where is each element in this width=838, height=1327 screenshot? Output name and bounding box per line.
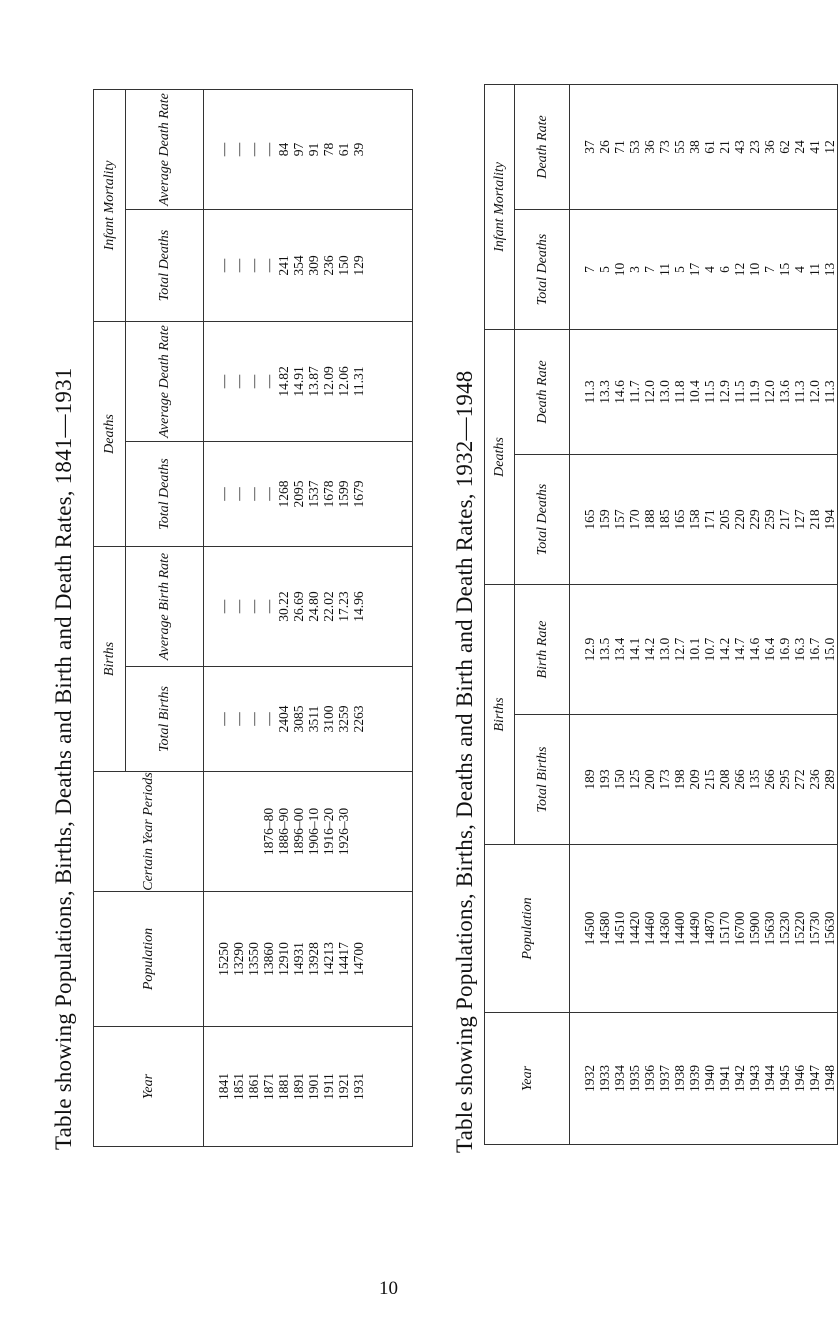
t2-infant-total-deaths-cell: 7 xyxy=(762,266,777,273)
t1-year-cell: 1871 xyxy=(261,1073,276,1100)
t2-total-births-cell: 189 xyxy=(582,769,597,790)
t1-avg-birth-rate-cell: 14.96 xyxy=(351,591,366,622)
t1-infant-total-deaths-header: Total Deaths xyxy=(126,209,204,321)
t2-infant-total-deaths-cell: 7 xyxy=(642,266,657,273)
t2-total-deaths-cell: 127 xyxy=(792,509,807,530)
table1-title: Table showing Populations, Births, Deaths and Birth and Death Rates, 1841—1931 xyxy=(51,367,76,1150)
t1-population-cell: 12910 xyxy=(276,942,291,976)
t1-avg-death-rate-cell: — xyxy=(231,374,246,389)
t2-total-deaths-cell: 218 xyxy=(807,509,822,530)
t2-year-cell: 1938 xyxy=(672,1065,687,1092)
t2-population-header: Population xyxy=(485,845,570,1013)
t2-birth-rate-cell: 10.1 xyxy=(687,637,702,662)
t1-total-births-cell: — xyxy=(231,712,246,726)
t2-infant-total-deaths-cell: 5 xyxy=(597,266,612,273)
t2-total-deaths-cell: 158 xyxy=(687,509,702,530)
t1-infant-total-deaths-cell: — xyxy=(246,258,261,273)
t2-birth-rate-cell: 14.2 xyxy=(717,637,732,662)
t1-avg-birth-rate-cell: 30.22 xyxy=(276,591,291,622)
t1-total-births-cell: — xyxy=(216,712,231,726)
t1-infant-avg-death-rate-cell: — xyxy=(246,142,261,157)
t1-avg-birth-rate-cell: — xyxy=(261,599,276,614)
t1-total-births-cell: 2404 xyxy=(276,705,291,733)
t1-infant-total-deaths-cell: — xyxy=(261,258,276,273)
t2-death-rate-cell: 11.7 xyxy=(627,380,642,404)
t1-total-deaths-cell: — xyxy=(261,487,276,501)
t2-year-cell: 1945 xyxy=(777,1065,792,1092)
t2-year-header: Year xyxy=(485,1013,570,1145)
t1-population-cell: 14931 xyxy=(291,942,306,976)
t2-infant-death-rate-cell: 37 xyxy=(582,140,597,154)
t1-avg-death-rate-cell: — xyxy=(216,374,231,389)
t2-infant-total-deaths-cell: 7 xyxy=(582,266,597,273)
t2-birth-rate-cell: 16.7 xyxy=(807,637,822,662)
t1-periods-header: Certain Year Periods xyxy=(94,772,204,892)
t1-period-cell: 1906–10 xyxy=(306,807,321,856)
t2-birth-rate-cell: 14.2 xyxy=(642,637,657,662)
t2-population-cell: 15900 xyxy=(747,911,762,946)
table1 xyxy=(93,90,413,1147)
t2-birth-rate-cell: 13.0 xyxy=(657,637,672,662)
t2-total-deaths-cell: 194 xyxy=(822,509,837,530)
t1-infant-total-deaths-cell: 236 xyxy=(321,255,336,276)
t1-infant-avg-death-rate-cell: 97 xyxy=(291,142,306,157)
t2-birth-rate-cell: 12.7 xyxy=(672,637,687,662)
t1-period-cell: 1886–90 xyxy=(276,807,291,856)
t1-avg-death-rate-cell: 14.91 xyxy=(291,366,306,397)
t2-birth-rate-cell: 14.7 xyxy=(732,637,747,662)
t1-avg-death-rate-cell: 13.87 xyxy=(306,366,321,397)
t2-infant-death-rate-cell: 26 xyxy=(597,140,612,154)
t1-year-cell: 1921 xyxy=(336,1073,351,1100)
t2-infant-total-deaths-cell: 12 xyxy=(732,262,747,277)
t2-infant-death-rate-cell: 71 xyxy=(612,140,627,154)
t2-total-births-cell: 200 xyxy=(642,769,657,790)
t2-population-cell: 14510 xyxy=(612,911,627,946)
t1-total-births-header: Total Births xyxy=(126,667,204,772)
t2-total-births-cell: 208 xyxy=(717,769,732,790)
t2-population-cell: 14500 xyxy=(582,911,597,946)
t2-infant-death-rate-cell: 36 xyxy=(642,140,657,154)
t2-infant-total-deaths-cell: 10 xyxy=(747,262,762,277)
t2-total-deaths-cell: 188 xyxy=(642,509,657,530)
t1-avg-birth-rate-cell: 17.23 xyxy=(336,591,351,622)
t2-death-rate-cell: 12.0 xyxy=(807,380,822,404)
t1-avg-birth-rate-cell: — xyxy=(246,599,261,614)
t2-birth-rate-cell: 16.9 xyxy=(777,637,792,662)
t2-population-cell: 14420 xyxy=(627,911,642,946)
t2-total-births-cell: 198 xyxy=(672,769,687,790)
t2-total-births-cell: 135 xyxy=(747,769,762,790)
t2-total-deaths-cell: 171 xyxy=(702,509,717,530)
t2-year-cell: 1932 xyxy=(582,1065,597,1092)
t1-total-births-cell: 2263 xyxy=(351,705,366,733)
t1-births-group: Births xyxy=(94,546,126,771)
t1-infant-avg-death-rate-cell: 78 xyxy=(321,142,336,157)
t1-year-cell: 1881 xyxy=(276,1073,291,1100)
t2-total-deaths-cell: 259 xyxy=(762,509,777,530)
t2-total-births-cell: 209 xyxy=(687,769,702,790)
t2-birth-rate-cell: 13.5 xyxy=(597,637,612,662)
t2-births-group: Births xyxy=(485,584,515,844)
t2-infant-total-deaths-cell: 4 xyxy=(702,266,717,273)
table2 xyxy=(484,85,837,1145)
t1-infant-avg-death-rate-cell: — xyxy=(216,142,231,157)
t2-infant-death-rate-cell: 36 xyxy=(762,140,777,154)
t2-death-rate-cell: 12.9 xyxy=(717,380,732,404)
t1-population-cell: 13928 xyxy=(306,942,321,976)
t1-total-births-cell: 3085 xyxy=(291,705,306,733)
t2-deaths-group: Deaths xyxy=(485,329,515,584)
t1-infant-avg-death-rate-cell: — xyxy=(231,142,246,157)
t1-population-cell: 13290 xyxy=(231,942,246,976)
t1-infant-avg-death-rate-cell: 61 xyxy=(336,142,351,157)
t2-year-cell: 1948 xyxy=(822,1065,837,1092)
t1-total-deaths-cell: 1537 xyxy=(306,480,321,508)
t1-total-births-cell: — xyxy=(261,712,276,726)
t2-infant-death-rate-cell: 21 xyxy=(717,140,732,154)
t2-total-deaths-cell: 157 xyxy=(612,509,627,530)
t1-infant-avg-death-rate-header: Average Death Rate xyxy=(126,89,204,209)
t2-year-cell: 1946 xyxy=(792,1065,807,1092)
t2-total-births-cell: 215 xyxy=(702,769,717,790)
t2-total-deaths-cell: 229 xyxy=(747,509,762,530)
t2-year-cell: 1943 xyxy=(747,1065,762,1092)
t2-birth-rate-cell: 15.0 xyxy=(822,637,837,662)
t1-infant-avg-death-rate-cell: — xyxy=(261,142,276,157)
t1-population-cell: 15250 xyxy=(216,942,231,976)
t1-avg-death-rate-cell: — xyxy=(261,374,276,389)
t2-birth-rate-cell: 14.6 xyxy=(747,637,762,662)
page-number: 10 xyxy=(379,1278,398,1299)
t2-population-cell: 15630 xyxy=(762,911,777,946)
t2-year-cell: 1936 xyxy=(642,1065,657,1092)
t1-population-cell: 14213 xyxy=(321,942,336,976)
t2-infant-death-rate-cell: 41 xyxy=(807,140,822,154)
t1-total-births-cell: 3511 xyxy=(306,705,321,733)
t2-population-cell: 16700 xyxy=(732,911,747,946)
t1-infant-group: Infant Mortality xyxy=(94,89,126,321)
t1-avg-death-rate-cell: 12.06 xyxy=(336,366,351,397)
t2-total-births-cell: 272 xyxy=(792,769,807,790)
t2-infant-death-rate-cell: 24 xyxy=(792,140,807,154)
t1-avg-birth-rate-cell: 24.80 xyxy=(306,591,321,622)
t2-infant-death-rate-cell: 73 xyxy=(657,140,672,154)
t1-total-deaths-header: Total Deaths xyxy=(126,441,204,546)
t2-birth-rate-cell: 16.4 xyxy=(762,637,777,662)
t2-death-rate-cell: 11.3 xyxy=(792,380,807,404)
t2-total-births-cell: 266 xyxy=(732,769,747,790)
t2-total-births-cell: 295 xyxy=(777,769,792,790)
t1-infant-total-deaths-cell: — xyxy=(231,258,246,273)
t1-infant-total-deaths-cell: 241 xyxy=(276,255,291,276)
t2-population-cell: 15170 xyxy=(717,911,732,946)
t2-population-cell: 15230 xyxy=(777,911,792,946)
table2-title: Table showing Populations, Births, Deaths and Birth and Death Rates, 1932—1948 xyxy=(452,370,477,1153)
t2-population-cell: 14460 xyxy=(642,911,657,946)
t2-death-rate-header: Death Rate xyxy=(515,329,570,454)
t1-total-deaths-cell: 1268 xyxy=(276,480,291,508)
t1-deaths-group: Deaths xyxy=(94,321,126,546)
t1-year-cell: 1851 xyxy=(231,1073,246,1100)
t1-avg-birth-rate-cell: 22.02 xyxy=(321,591,336,622)
t1-infant-avg-death-rate-cell: 84 xyxy=(276,142,291,157)
t1-infant-total-deaths-cell: 309 xyxy=(306,255,321,276)
t2-infant-total-deaths-cell: 11 xyxy=(657,262,672,276)
t2-birth-rate-cell: 16.3 xyxy=(792,637,807,662)
t1-year-cell: 1841 xyxy=(216,1073,231,1100)
t1-population-cell: 14700 xyxy=(351,942,366,976)
t2-year-cell: 1933 xyxy=(597,1065,612,1092)
t1-total-births-cell: 3100 xyxy=(321,705,336,733)
t2-total-births-cell: 193 xyxy=(597,769,612,790)
t1-total-deaths-cell: 1678 xyxy=(321,480,336,508)
t2-death-rate-cell: 11.9 xyxy=(747,380,762,404)
t2-total-births-cell: 173 xyxy=(657,769,672,790)
t1-total-deaths-cell: — xyxy=(216,487,231,501)
t2-total-deaths-cell: 170 xyxy=(627,509,642,530)
t2-birth-rate-cell: 14.1 xyxy=(627,637,642,662)
t2-year-cell: 1939 xyxy=(687,1065,702,1092)
t1-population-header: Population xyxy=(94,892,204,1027)
t2-death-rate-cell: 11.5 xyxy=(732,380,747,404)
t1-avg-birth-rate-cell: — xyxy=(231,599,246,614)
t2-death-rate-cell: 11.8 xyxy=(672,380,687,404)
t2-year-cell: 1935 xyxy=(627,1065,642,1092)
t2-total-deaths-cell: 165 xyxy=(582,509,597,530)
t2-infant-group: Infant Mortality xyxy=(485,84,515,329)
t2-birth-rate-cell: 10.7 xyxy=(702,637,717,662)
t2-total-births-cell: 289 xyxy=(822,769,837,790)
t1-year-cell: 1891 xyxy=(291,1073,306,1100)
t1-population-cell: 13860 xyxy=(261,942,276,976)
t1-total-deaths-cell: 1679 xyxy=(351,480,366,508)
t1-avg-death-rate-header: Average Death Rate xyxy=(126,321,204,441)
t2-population-cell: 15630 xyxy=(822,911,837,946)
t2-total-deaths-cell: 185 xyxy=(657,509,672,530)
t1-infant-total-deaths-cell: 150 xyxy=(336,255,351,276)
t2-population-cell: 15730 xyxy=(807,911,822,946)
t1-total-births-cell: 3259 xyxy=(336,705,351,733)
t1-infant-total-deaths-cell: 354 xyxy=(291,255,306,276)
t2-birth-rate-header: Birth Rate xyxy=(515,584,570,714)
t1-avg-birth-rate-header: Average Birth Rate xyxy=(126,546,204,666)
t1-avg-death-rate-cell: 14.82 xyxy=(276,366,291,397)
t1-year-cell: 1911 xyxy=(321,1073,336,1100)
t1-infant-avg-death-rate-cell: 39 xyxy=(351,142,366,157)
t2-death-rate-cell: 13.6 xyxy=(777,380,792,404)
t2-year-cell: 1947 xyxy=(807,1065,822,1092)
t2-death-rate-cell: 13.0 xyxy=(657,380,672,404)
t2-death-rate-cell: 12.0 xyxy=(762,380,777,404)
t1-year-cell: 1901 xyxy=(306,1073,321,1100)
t2-infant-total-deaths-cell: 3 xyxy=(627,266,642,273)
t2-infant-death-rate-cell: 61 xyxy=(702,140,717,154)
t2-total-births-header: Total Births xyxy=(515,715,570,845)
t2-total-births-cell: 266 xyxy=(762,769,777,790)
t2-population-cell: 14580 xyxy=(597,911,612,946)
t2-total-deaths-cell: 217 xyxy=(777,509,792,530)
t2-infant-total-deaths-cell: 6 xyxy=(717,266,732,273)
t1-year-cell: 1931 xyxy=(351,1073,366,1100)
t2-death-rate-cell: 13.3 xyxy=(597,380,612,404)
t2-year-cell: 1944 xyxy=(762,1065,777,1092)
t2-infant-death-rate-cell: 43 xyxy=(732,140,747,154)
t2-population-cell: 14360 xyxy=(657,911,672,946)
t2-total-deaths-cell: 159 xyxy=(597,509,612,530)
t2-infant-death-rate-cell: 62 xyxy=(777,140,792,154)
t2-year-cell: 1934 xyxy=(612,1065,627,1092)
t2-infant-death-rate-header: Death Rate xyxy=(515,84,570,209)
t2-population-cell: 14400 xyxy=(672,911,687,946)
t2-total-deaths-cell: 165 xyxy=(672,509,687,530)
t1-population-cell: 14417 xyxy=(336,942,351,976)
t1-year-header: Year xyxy=(94,1027,204,1147)
t2-infant-total-deaths-cell: 4 xyxy=(792,266,807,273)
t1-period-cell: 1926–30 xyxy=(336,807,351,856)
t2-year-cell: 1941 xyxy=(717,1065,732,1092)
t2-birth-rate-cell: 12.9 xyxy=(582,637,597,662)
t2-infant-death-rate-cell: 12 xyxy=(822,140,837,154)
t1-total-deaths-cell: 1599 xyxy=(336,480,351,508)
t2-death-rate-cell: 14.6 xyxy=(612,380,627,404)
t2-year-cell: 1937 xyxy=(657,1065,672,1092)
t1-total-deaths-cell: 2095 xyxy=(291,480,306,508)
t1-infant-avg-death-rate-cell: 91 xyxy=(306,142,321,157)
t2-death-rate-cell: 12.0 xyxy=(642,380,657,404)
t2-total-deaths-header: Total Deaths xyxy=(515,454,570,584)
t1-total-deaths-cell: — xyxy=(231,487,246,501)
t2-total-births-cell: 125 xyxy=(627,769,642,790)
t1-total-births-cell: — xyxy=(246,712,261,726)
t2-death-rate-cell: 11.5 xyxy=(702,380,717,404)
t2-total-births-cell: 150 xyxy=(612,769,627,790)
t2-population-cell: 15220 xyxy=(792,911,807,946)
t2-infant-total-deaths-cell: 11 xyxy=(807,262,822,276)
t2-infant-total-deaths-cell: 15 xyxy=(777,262,792,277)
t2-infant-total-deaths-cell: 5 xyxy=(672,266,687,273)
t1-avg-birth-rate-cell: — xyxy=(216,599,231,614)
t2-infant-death-rate-cell: 23 xyxy=(747,140,762,154)
t1-period-cell: 1916–20 xyxy=(321,807,336,856)
t2-death-rate-cell: 10.4 xyxy=(687,380,702,404)
t2-year-cell: 1940 xyxy=(702,1065,717,1092)
t1-infant-total-deaths-cell: 129 xyxy=(351,255,366,276)
t2-infant-total-deaths-header: Total Deaths xyxy=(515,209,570,329)
t2-population-cell: 14490 xyxy=(687,911,702,946)
t1-period-cell: 1876–80 xyxy=(261,807,276,856)
t2-birth-rate-cell: 13.4 xyxy=(612,637,627,662)
t2-infant-total-deaths-cell: 10 xyxy=(612,262,627,277)
t2-infant-total-deaths-cell: 17 xyxy=(687,262,702,277)
t2-death-rate-cell: 11.3 xyxy=(822,380,837,404)
t2-infant-death-rate-cell: 53 xyxy=(627,140,642,154)
t2-total-births-cell: 236 xyxy=(807,769,822,790)
t2-death-rate-cell: 11.3 xyxy=(582,380,597,404)
t2-total-deaths-cell: 205 xyxy=(717,509,732,530)
t2-infant-death-rate-cell: 38 xyxy=(687,140,702,154)
t1-population-cell: 13550 xyxy=(246,942,261,976)
t2-population-cell: 14870 xyxy=(702,911,717,946)
t1-avg-death-rate-cell: 11.31 xyxy=(351,366,366,397)
t2-year-cell: 1942 xyxy=(732,1065,747,1092)
t2-infant-death-rate-cell: 55 xyxy=(672,140,687,154)
t1-avg-death-rate-cell: 12.09 xyxy=(321,366,336,397)
t1-avg-birth-rate-cell: 26.69 xyxy=(291,591,306,622)
t1-avg-death-rate-cell: — xyxy=(246,374,261,389)
t1-total-deaths-cell: — xyxy=(246,487,261,501)
t1-period-cell: 1896–00 xyxy=(291,807,306,856)
t2-total-deaths-cell: 220 xyxy=(732,509,747,530)
t2-infant-total-deaths-cell: 13 xyxy=(822,262,837,277)
t1-year-cell: 1861 xyxy=(246,1073,261,1100)
t1-infant-total-deaths-cell: — xyxy=(216,258,231,273)
